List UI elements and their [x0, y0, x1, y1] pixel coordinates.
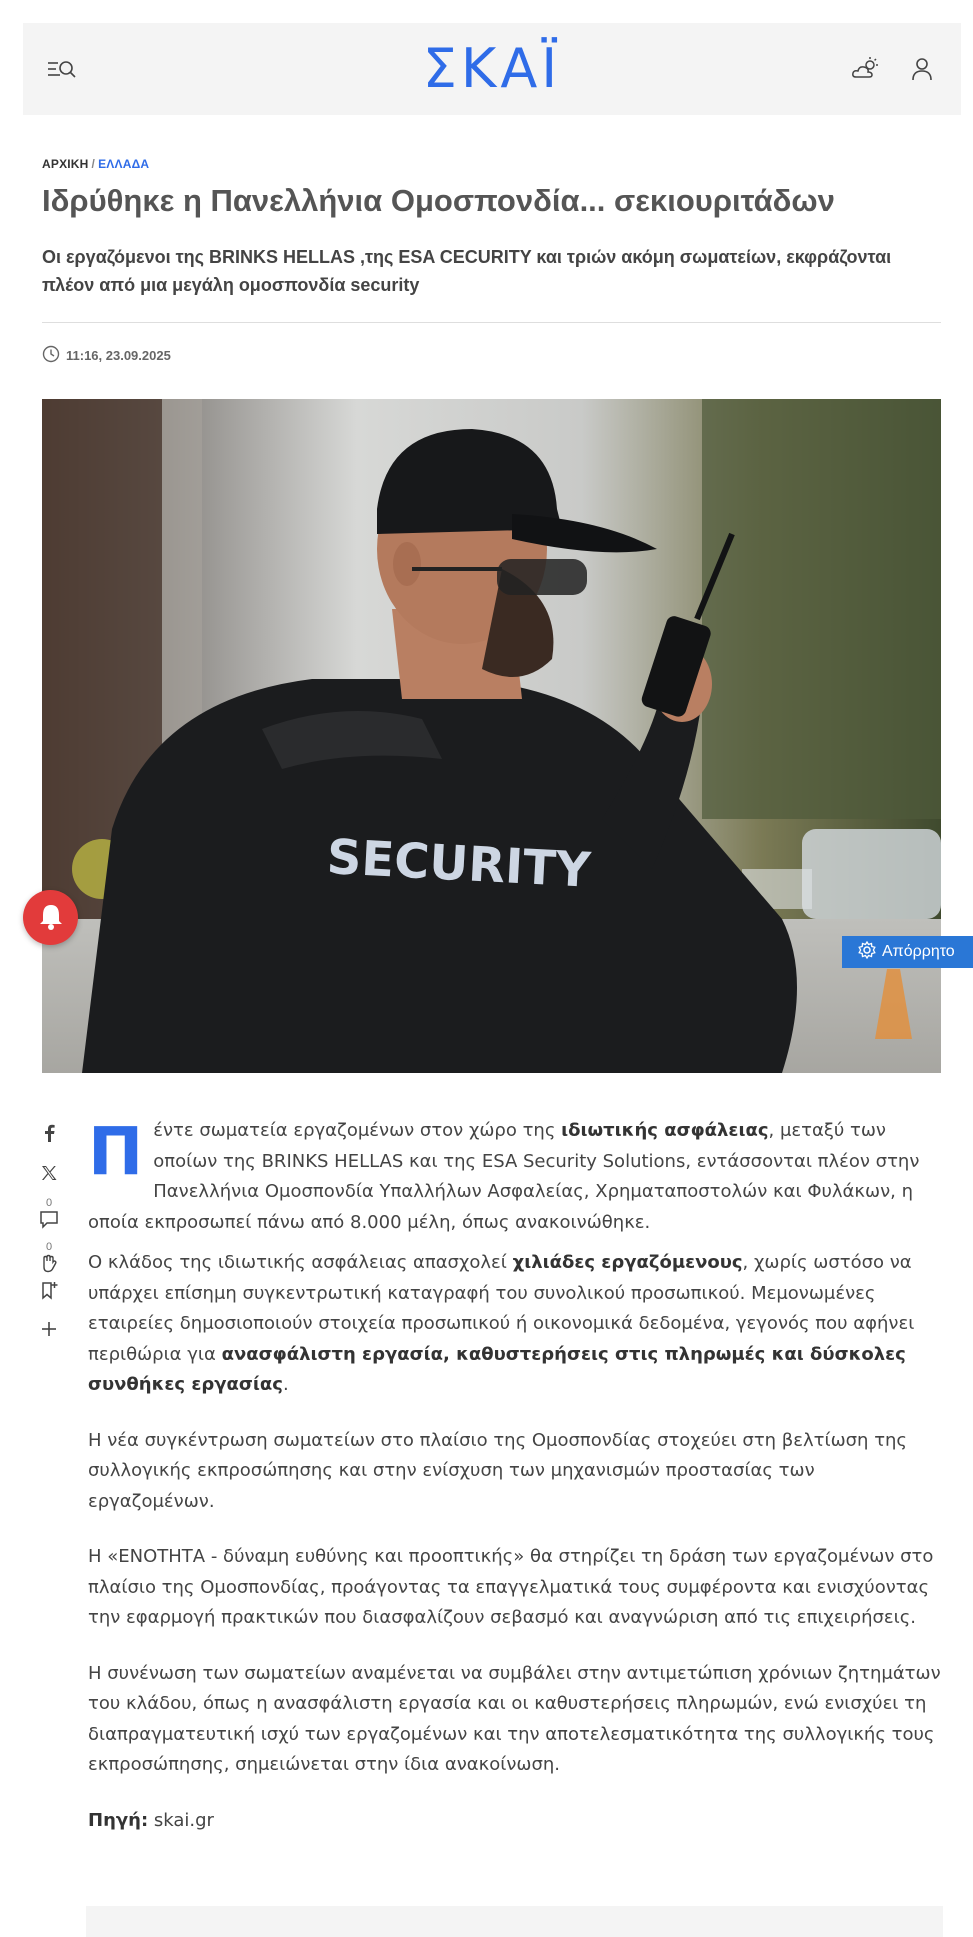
more-share-button[interactable]: [40, 1320, 58, 1350]
text: , μεταξύ των οποίων της BRINKS HELLAS και της ESA Security Solutions, εντάσσονται πλέον στην Πανελλήνια Ομοσπονδία Υπαλλήλων Ασφαλείας, Χρηματαποστολών και Φυλάκων, η οποία εκπροσωπεί πάνω από 8.000 μέλη, όπως ανακοινώθηκε.: [88, 1120, 920, 1233]
article-title: Ιδρύθηκε η Πανελλήνια Ομοσπονδία... σεκιουριτάδων: [42, 183, 835, 218]
bold-text: ιδιωτικής ασφάλειας: [561, 1120, 769, 1141]
paragraph-4: Η «ΕΝΟΤΗΤΑ - δύναμη ευθύνης και προοπτικής» θα στηρίζει τη δράση των εργαζομένων στο πλαίσιο της Ομοσπονδίας, προάγοντας τα επαγγελματικά τους συμφέροντα και ενισχύοντας την εφαρμογή πρακτικών που διασφαλίζουν σεβασμό και αναγνώριση από τις επιχειρήσεις.: [88, 1546, 934, 1628]
x-icon: [40, 1164, 58, 1186]
hero-security-text: SECURITY: [325, 829, 592, 899]
bottom-panel: [86, 1906, 943, 1937]
facebook-share-button[interactable]: [42, 1124, 56, 1164]
bookmark-button[interactable]: [39, 1280, 59, 1320]
facebook-icon: [42, 1124, 56, 1146]
weather-icon[interactable]: [851, 54, 881, 84]
notification-bell-button[interactable]: [23, 890, 78, 945]
article-source: [88, 1806, 943, 1837]
paragraph-3: Η νέα συγκέντρωση σωματείων στο πλαίσιο της Ομοσπονδίας στοχεύει στη βελτίωση της συλλογικής εκπροσώπησης και στην ενίσχυση των μηχανισμών προστασίας των εργαζομένων.: [88, 1429, 907, 1512]
privacy-label: Απόρρητο: [882, 943, 955, 960]
plus-icon: [40, 1320, 58, 1342]
paragraph-2: [88, 1248, 943, 1401]
breadcrumb-home[interactable]: ΑΡΧΙΚΗ: [42, 157, 89, 171]
dropcap: Π: [88, 1113, 144, 1190]
header-right: [851, 54, 937, 84]
breadcrumb-separator: /: [91, 157, 96, 171]
reactions-count: 0: [45, 1241, 53, 1253]
paragraph-1: [88, 1113, 943, 1238]
date-text: 11:16, 23.09.2025: [66, 348, 171, 363]
paragraph-5: Η συνένωση των σωματείων αναμένεται να συμβάλει στην αντιμετώπιση χρόνιων ζητημάτων του κλάδου, όπως η ανασφάλιστη εργασία και οι καθυστερήσεις πληρωμών, ενώ ενισχύει τη διαπραγματευτική ισχύ των εργαζομένων και την αποτελεσματικότητα της συλλογικής τους εκπροσώπησης, σημειώνεται στην ίδια ανακοίνωση.: [88, 1662, 941, 1775]
breadcrumb: [42, 157, 149, 171]
share-bar: [36, 1124, 62, 1350]
menu-search-icon[interactable]: [47, 54, 77, 84]
comments-button[interactable]: [39, 1196, 59, 1240]
site-logo[interactable]: ΣΚΑΪ: [422, 37, 562, 100]
user-icon[interactable]: [907, 54, 937, 84]
x-share-button[interactable]: [40, 1164, 58, 1196]
comment-icon: [39, 1209, 59, 1233]
reactions-button[interactable]: [39, 1240, 59, 1280]
text: Ο κλάδος της ιδιωτικής ασφάλειας απασχολεί: [88, 1252, 513, 1273]
hero-image: [42, 399, 941, 1073]
article-body: [88, 1113, 943, 1836]
text: , χωρίς ωστόσο να υπάρχει επίσημη συγκεντρωτική καταγραφή του συνολικού προσωπικού. Μεμονωμένες εταιρείες δημοσιοποιούν στοιχεία προσωπικού ή οικονομικά δεδομένα, γεγονός που αφήνει περιθώρια για: [88, 1252, 915, 1365]
bold-text: ανασφάλιστη εργασία, καθυστερήσεις στις πληρωμές και δύσκολες συνθήκες εργασίας: [88, 1343, 906, 1395]
article-subtitle: Οι εργαζόμενοι της BRINKS HELLAS ,της ESA CECURITY και τριών ακόμη σωματείων, εκφράζονται πλέον από μια μεγάλη ομοσπονδία security: [42, 247, 892, 295]
text: έντε σωματεία εργαζομένων στον χώρο της: [153, 1120, 562, 1141]
divider: [42, 322, 941, 323]
bell-icon: [38, 902, 64, 934]
clap-icon: [39, 1253, 59, 1277]
text: .: [282, 1374, 289, 1395]
bold-text: χιλιάδες εργαζόμενους: [512, 1252, 743, 1273]
privacy-settings-button[interactable]: [842, 936, 973, 968]
header-left: [47, 54, 77, 84]
publish-date: [42, 345, 171, 366]
source-label: Πηγή:: [88, 1809, 149, 1831]
bookmark-icon: [39, 1280, 59, 1304]
breadcrumb-category[interactable]: ΕΛΛΑΔΑ: [98, 157, 150, 171]
gear-icon: [858, 941, 876, 964]
source-value: skai.gr: [153, 1809, 214, 1831]
site-header: [23, 23, 961, 115]
clock-icon: [42, 345, 60, 366]
comments-count: 0: [45, 1197, 53, 1209]
